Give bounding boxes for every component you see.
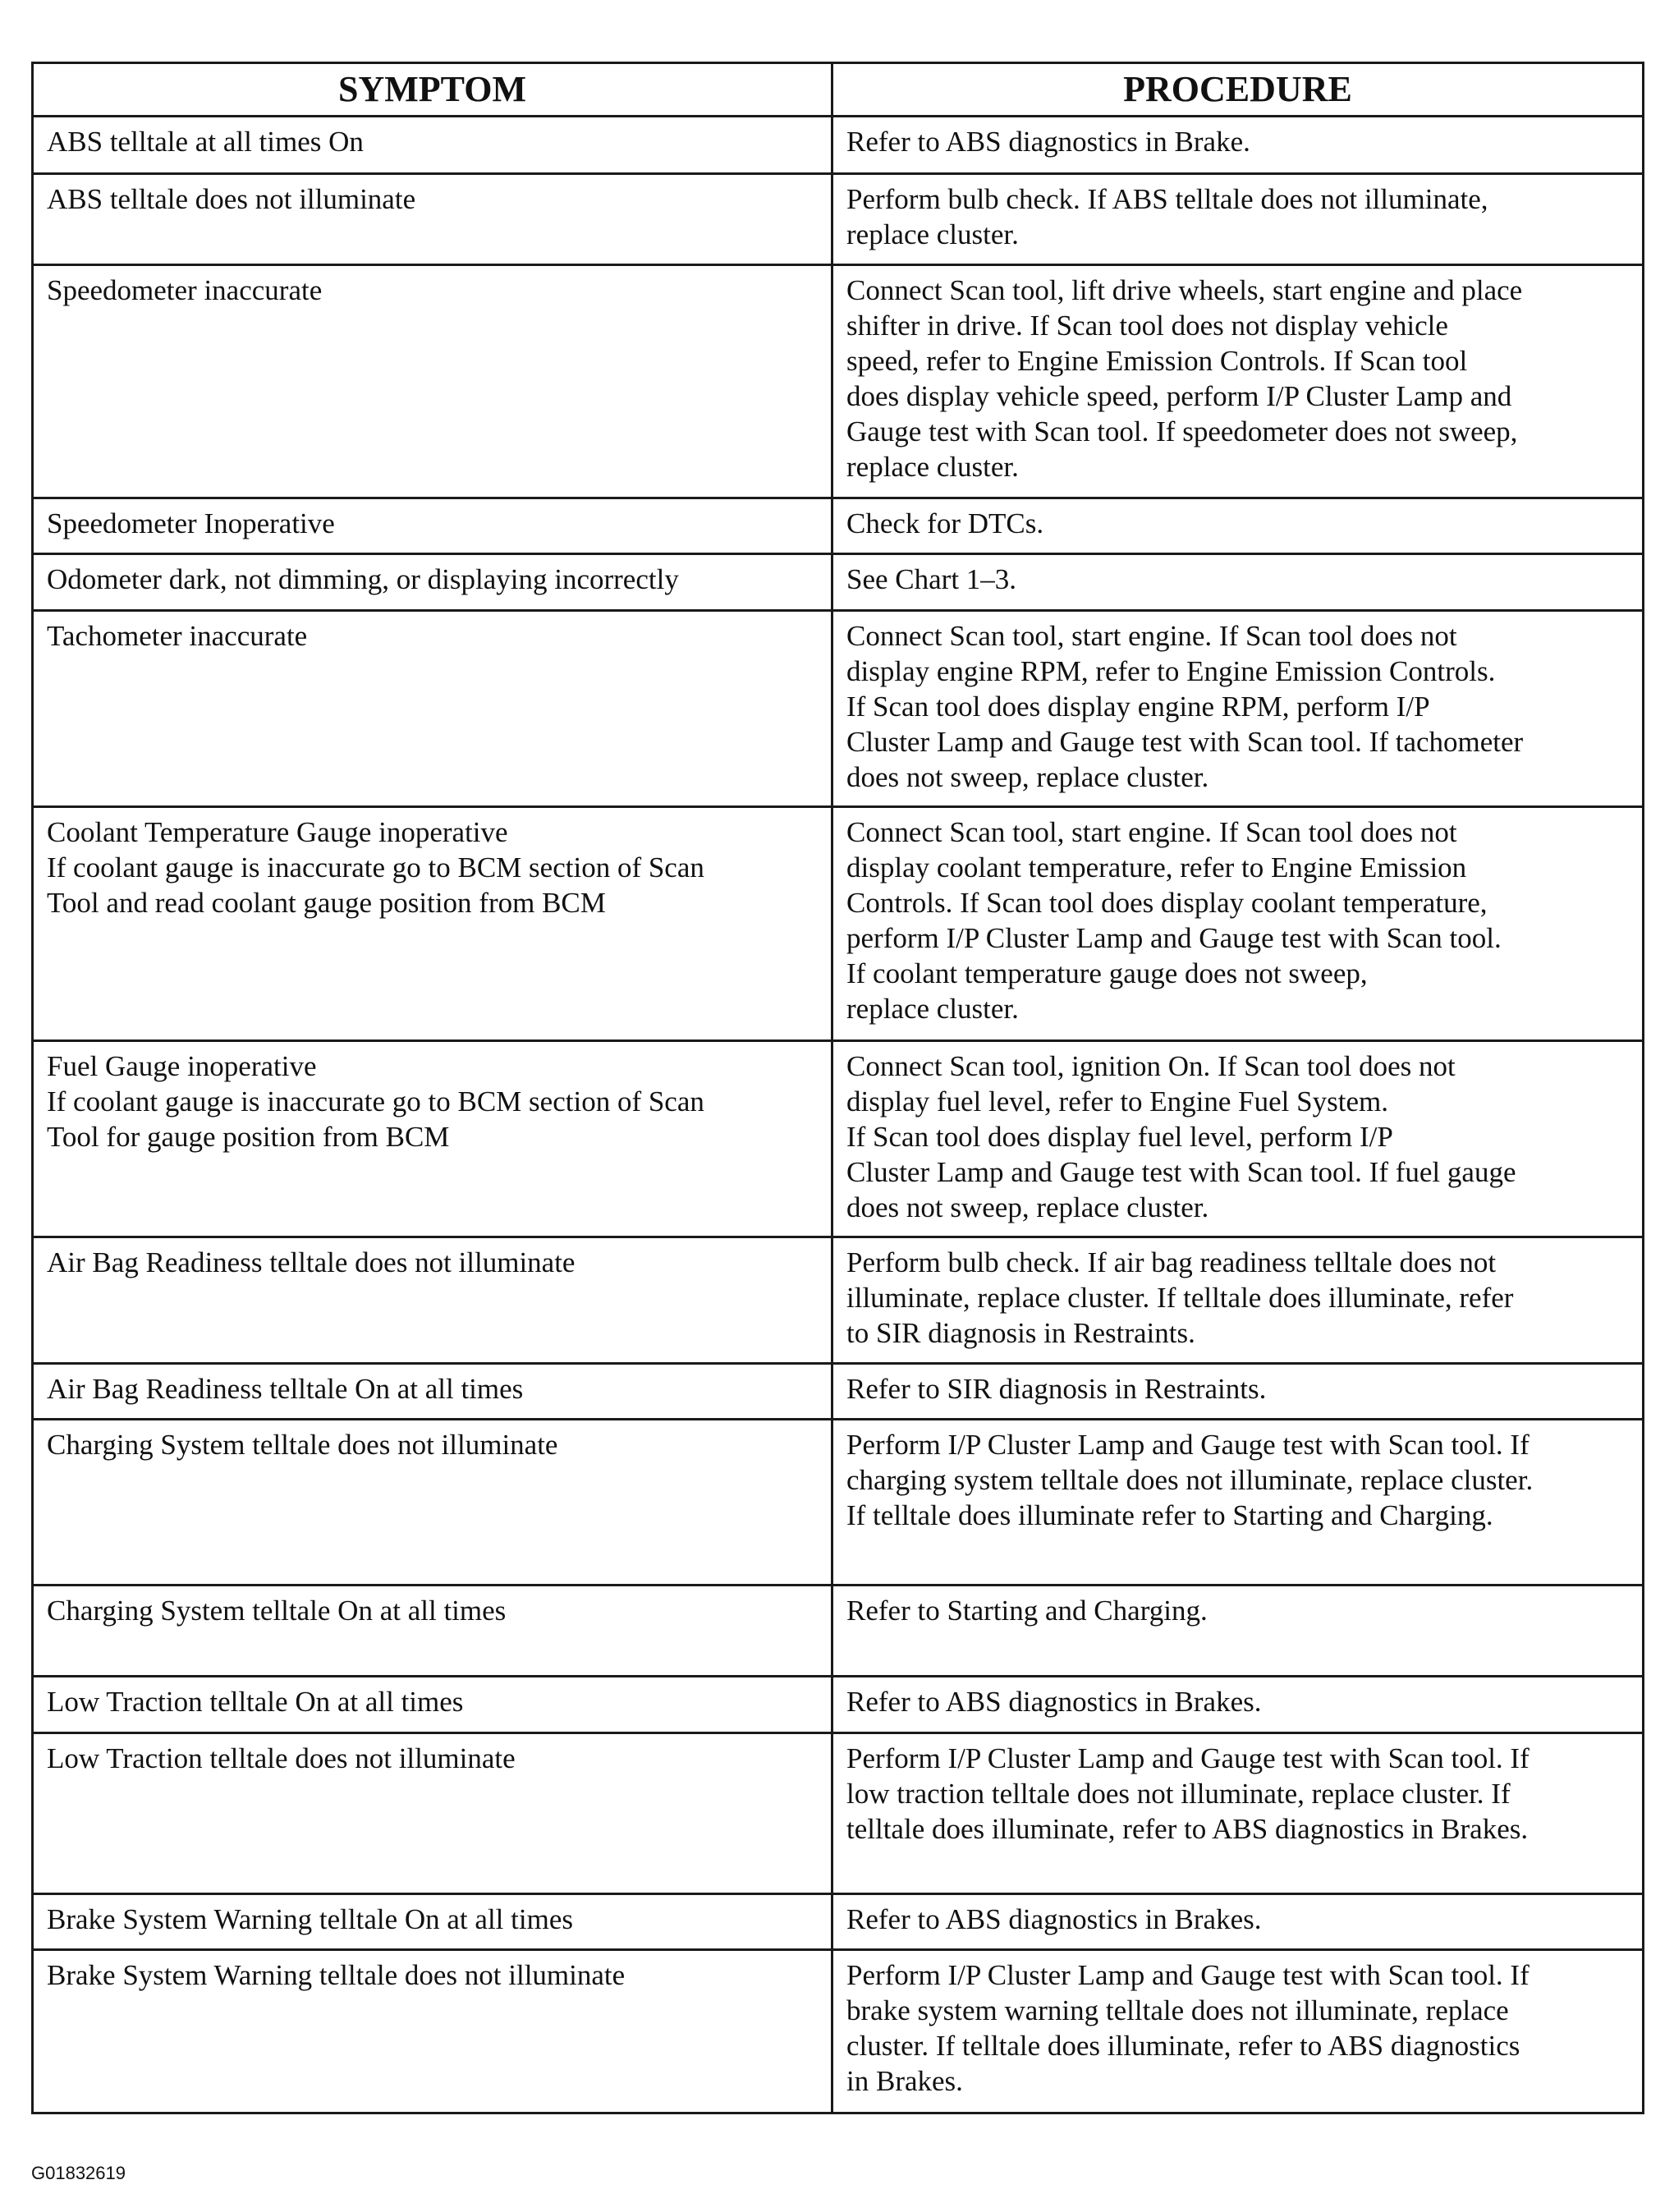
- procedure-cell: Perform I/P Cluster Lamp and Gauge test with Scan tool. If brake system warning telltale does not illuminate, replace cluster. If telltale does illuminate, refer to ABS diagnostics in Brakes.: [832, 1950, 1644, 2113]
- table-row: [33, 1420, 1644, 1586]
- procedure-cell: Perform bulb check. If air bag readiness telltale does not illuminate, replace cluster. If telltale does illuminate, refer to SIR diagnosis in Restraints.: [832, 1237, 1644, 1364]
- procedure-cell: Check for DTCs.: [832, 498, 1644, 554]
- procedure-cell: Refer to ABS diagnostics in Brake.: [832, 117, 1644, 174]
- procedure-cell: Perform bulb check. If ABS telltale does not illuminate, replace cluster.: [832, 174, 1644, 265]
- table-row: [33, 174, 1644, 265]
- table-row: [33, 117, 1644, 174]
- symptom-cell: Low Traction telltale does not illuminate: [33, 1733, 832, 1894]
- procedure-cell: Perform I/P Cluster Lamp and Gauge test with Scan tool. If low traction telltale does not illuminate, replace cluster. If telltale does illuminate, refer to ABS diagnostics in Brakes.: [832, 1733, 1644, 1894]
- symptom-cell: Low Traction telltale On at all times: [33, 1677, 832, 1733]
- procedure-cell: Refer to Starting and Charging.: [832, 1586, 1644, 1677]
- symptom-cell: Brake System Warning telltale On at all times: [33, 1894, 832, 1950]
- table-row: [33, 1733, 1644, 1894]
- procedure-cell: Refer to ABS diagnostics in Brakes.: [832, 1894, 1644, 1950]
- symptom-cell: Air Bag Readiness telltale On at all times: [33, 1364, 832, 1420]
- table-row: [33, 1894, 1644, 1950]
- table-row: [33, 1041, 1644, 1237]
- symptom-cell: Speedometer Inoperative: [33, 498, 832, 554]
- symptom-cell: Speedometer inaccurate: [33, 265, 832, 498]
- table-row: [33, 807, 1644, 1041]
- table-row: [33, 1586, 1644, 1677]
- symptom-cell: Fuel Gauge inoperative If coolant gauge is inaccurate go to BCM section of Scan Tool for gauge position from BCM: [33, 1041, 832, 1237]
- procedure-column-header: PROCEDURE: [832, 63, 1644, 117]
- table-row: [33, 1677, 1644, 1733]
- symptom-column-header: SYMPTOM: [33, 63, 832, 117]
- procedure-cell: Refer to SIR diagnosis in Restraints.: [832, 1364, 1644, 1420]
- symptom-cell: Brake System Warning telltale does not illuminate: [33, 1950, 832, 2113]
- procedure-cell: Connect Scan tool, ignition On. If Scan tool does not display fuel level, refer to Engine Fuel System. If Scan tool does display fuel level, perform I/P Cluster Lamp and Gauge test with Scan tool. If fuel gauge does not sweep, replace cluster.: [832, 1041, 1644, 1237]
- symptom-procedure-table: [31, 62, 1644, 2114]
- table-header-row: [33, 63, 1644, 117]
- symptom-cell: Tachometer inaccurate: [33, 611, 832, 807]
- procedure-cell: Refer to ABS diagnostics in Brakes.: [832, 1677, 1644, 1733]
- table-row: [33, 1950, 1644, 2113]
- procedure-cell: Connect Scan tool, lift drive wheels, start engine and place shifter in drive. If Scan tool does not display vehicle speed, refer to Engine Emission Controls. If Scan tool does display vehicle speed, perform I/P Cluster Lamp and Gauge test with Scan tool. If speedometer does not sweep, replace cluster.: [832, 265, 1644, 498]
- symptom-cell: Charging System telltale does not illuminate: [33, 1420, 832, 1586]
- symptom-cell: Odometer dark, not dimming, or displaying incorrectly: [33, 554, 832, 611]
- symptom-cell: Air Bag Readiness telltale does not illuminate: [33, 1237, 832, 1364]
- table-row: [33, 611, 1644, 807]
- procedure-cell: See Chart 1–3.: [832, 554, 1644, 611]
- table-row: [33, 265, 1644, 498]
- symptom-cell: Charging System telltale On at all times: [33, 1586, 832, 1677]
- table-row: [33, 554, 1644, 611]
- table-row: [33, 498, 1644, 554]
- procedure-cell: Connect Scan tool, start engine. If Scan tool does not display engine RPM, refer to Engine Emission Controls. If Scan tool does display engine RPM, perform I/P Cluster Lamp and Gauge test with Scan tool. If tachometer does not sweep, replace cluster.: [832, 611, 1644, 807]
- figure-id-label: G01832619: [31, 2163, 126, 2183]
- symptom-cell: ABS telltale does not illuminate: [33, 174, 832, 265]
- symptom-cell: ABS telltale at all times On: [33, 117, 832, 174]
- table-row: [33, 1364, 1644, 1420]
- procedure-cell: Perform I/P Cluster Lamp and Gauge test with Scan tool. If charging system telltale does not illuminate, replace cluster. If telltale does illuminate refer to Starting and Charging.: [832, 1420, 1644, 1586]
- symptom-cell: Coolant Temperature Gauge inoperative If coolant gauge is inaccurate go to BCM section of Scan Tool and read coolant gauge position from BCM: [33, 807, 832, 1041]
- table-row: [33, 1237, 1644, 1364]
- procedure-cell: Connect Scan tool, start engine. If Scan tool does not display coolant temperature, refer to Engine Emission Controls. If Scan tool does display coolant temperature, perform I/P Cluster Lamp and Gauge test with Scan tool. If coolant temperature gauge does not sweep, replace cluster.: [832, 807, 1644, 1041]
